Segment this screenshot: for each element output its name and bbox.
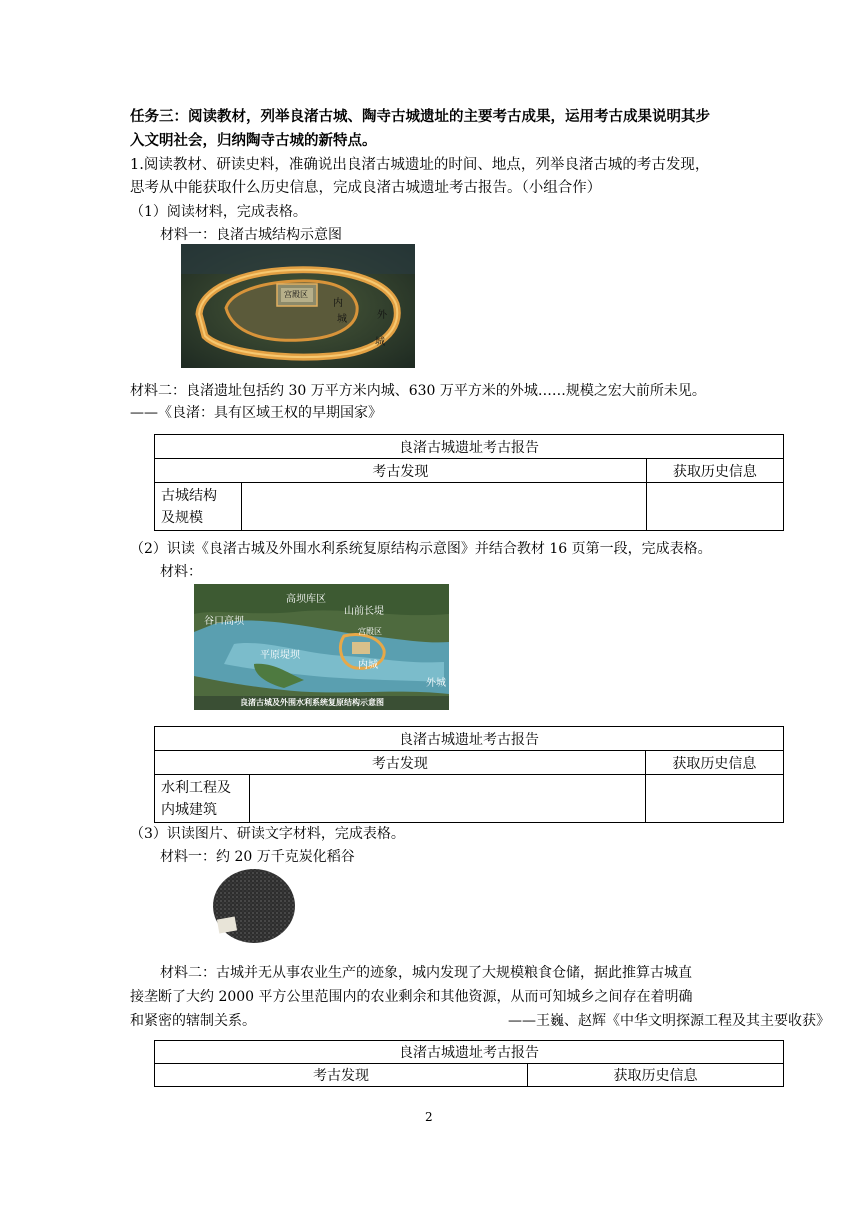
table1-row-label-line1: 古城结构 xyxy=(161,487,217,504)
label-palace: 宫殿区 xyxy=(284,290,308,299)
rice-svg xyxy=(212,868,296,944)
label-inner-city: 内城 xyxy=(358,660,378,671)
label-piedmont-dike: 山前长堤 xyxy=(344,606,384,617)
part2-material-caption: 材料： xyxy=(160,564,202,580)
label-plain-dam: 平原堤坝 xyxy=(260,650,300,661)
liangzhu-city-structure-image xyxy=(181,244,415,368)
part3-material1-caption: 材料一：约 20 万千克炭化稻谷 xyxy=(160,849,355,865)
label-valley-dam: 谷口高坝 xyxy=(204,616,244,627)
label-palace-2: 宫殿区 xyxy=(358,627,382,636)
part1-material1-caption: 材料一：良渚古城结构示意图 xyxy=(160,227,342,243)
table1-col-discovery: 考古发现 xyxy=(155,459,647,483)
report-table-3 xyxy=(154,1040,784,1087)
part3-material2-line1: 材料二：古城并无从事农业生产的迹象，城内发现了大规模粮食仓储，据此推算古城直 xyxy=(160,965,692,981)
water-system-image-caption: 良渚古城及外围水利系统复原结构示意图 xyxy=(240,698,384,707)
table1-info-cell[interactable] xyxy=(646,483,783,531)
table1-col-info: 获取历史信息 xyxy=(646,459,783,483)
table1-row-label-line2: 及规模 xyxy=(161,509,203,526)
part3-material2-line3: 和紧密的辖制关系。 xyxy=(130,1013,256,1029)
part1-material2-source: ——《良渚：具有区域王权的早期国家》 xyxy=(130,405,382,421)
water-system-image xyxy=(194,584,449,710)
label-inner-2: 城 xyxy=(337,314,347,325)
table1-discovery-cell[interactable] xyxy=(242,483,647,531)
label-reservoir: 高坝库区 xyxy=(286,594,326,605)
item1-line2: 思考从中能获取什么历史信息，完成良渚古城遗址考古报告。（小组合作） xyxy=(130,180,602,196)
table2-col-discovery: 考古发现 xyxy=(155,751,646,775)
carbonized-rice-image xyxy=(212,868,296,944)
table2-info-cell[interactable] xyxy=(645,775,783,823)
task-title-line1: 任务三：阅读教材，列举良渚古城、陶寺古城遗址的主要考古成果，运用考古成果说明其步 xyxy=(130,109,710,125)
part1-material2-text: 材料二：良渚遗址包括约 30 万平方米内城、630 万平方米的外城……规模之宏大前所未见。 xyxy=(130,383,706,399)
report-table-1 xyxy=(154,434,784,531)
table3-col-info: 获取历史信息 xyxy=(528,1064,784,1087)
item1-line1: 1.阅读教材、研读史料，准确说出良渚古城遗址的时间、地点，列举良渚古城的考古发现， xyxy=(130,157,710,173)
table2-row-label xyxy=(155,775,250,823)
part3-heading: （3）识读图片、研读文字材料，完成表格。 xyxy=(130,826,405,842)
table1-title: 良渚古城遗址考古报告 xyxy=(155,435,784,459)
report-table-2 xyxy=(154,726,784,823)
page-number: 2 xyxy=(425,1110,433,1124)
part1-heading: （1）阅读材料，完成表格。 xyxy=(130,204,307,220)
part3-material2-source: ——王巍、赵辉《中华文明探源工程及其主要收获》 xyxy=(508,1013,830,1029)
label-outer-1: 外 xyxy=(377,310,387,321)
table3-title: 良渚古城遗址考古报告 xyxy=(155,1041,784,1064)
label-outer-2: 城 xyxy=(375,337,385,348)
table2-row-label-line2: 内城建筑 xyxy=(161,801,217,818)
table2-discovery-cell[interactable] xyxy=(250,775,646,823)
part2-heading: （2）识读《良渚古城及外围水利系统复原结构示意图》并结合教材 16 页第一段，完成表格。 xyxy=(130,541,712,557)
part3-material2-line2: 接垄断了大约 2000 平方公里范围内的农业剩余和其他资源，从而可知城乡之间存在着明确 xyxy=(130,989,693,1005)
table2-title: 良渚古城遗址考古报告 xyxy=(155,727,784,751)
label-outer-city: 外城 xyxy=(426,678,446,689)
label-inner-1: 内 xyxy=(333,298,343,309)
table2-col-info: 获取历史信息 xyxy=(645,751,783,775)
table1-row-label xyxy=(155,483,242,531)
table2-row-label-line1: 水利工程及 xyxy=(161,779,231,796)
table3-col-discovery: 考古发现 xyxy=(155,1064,528,1087)
task-title-line2: 入文明社会，归纳陶寺古城的新特点。 xyxy=(130,133,377,149)
